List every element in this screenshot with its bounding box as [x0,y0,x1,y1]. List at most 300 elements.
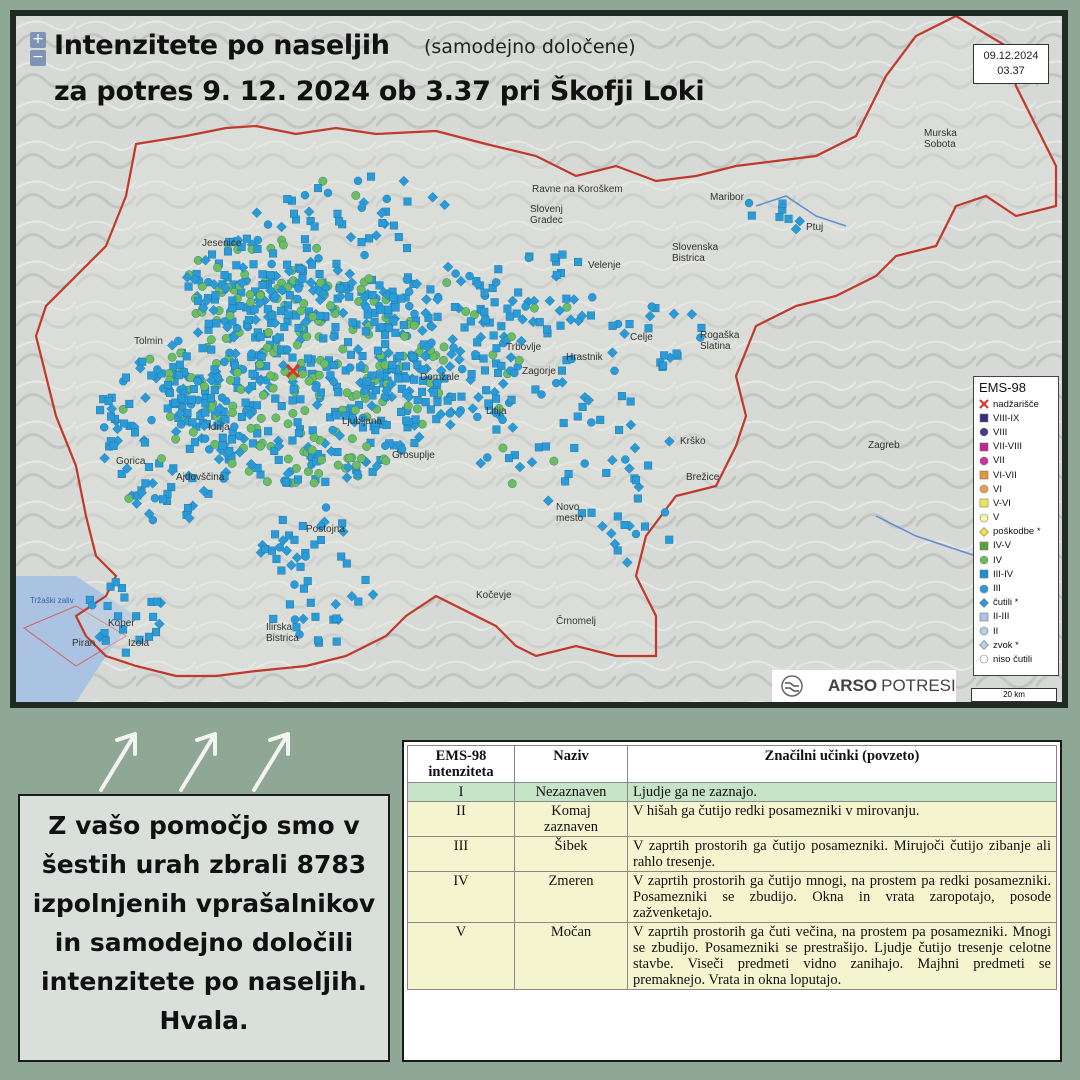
map-title: Intenzitete po naseljih [54,30,390,61]
intensity-iii-point [304,355,312,363]
intensity-iv-point [362,442,370,450]
intensity-iv-point [257,414,265,422]
place-label: Izola [128,638,150,649]
thanks-line: izpolnjenih vprašalnikov [32,889,376,918]
intensity-iv-point [440,343,448,351]
intensity-iii-point [641,523,649,531]
intensity-iii-point [378,323,386,331]
intensity-iii-point [492,278,500,286]
intensity-iii-point [493,426,501,434]
legend-item [979,454,1053,468]
place-label: Domžale [420,372,460,383]
intensity-iii-point [371,318,379,326]
intensity-iv-point [256,291,264,299]
legend-label: V-VI [993,497,1011,509]
intensity-iii-point [347,351,355,359]
legend-label: V [993,512,1000,524]
intensity-iii-point [279,516,287,524]
intensity-iv-point [305,377,313,385]
legend-label: III-IV [993,568,1014,580]
intensity-iii-point [498,322,506,330]
intensity-iii-point [494,265,502,273]
intensity-iii-point [400,321,408,329]
table-row [408,923,1057,990]
intensity-iii-point [177,420,185,428]
intensity-iii-point [259,270,267,278]
legend-item [979,624,1053,638]
intensity-iv-point [222,334,230,342]
intensity-iii-point [376,282,384,290]
thanks-line: šestih urah zbrali 8783 [41,850,367,879]
intensity-iii-point [660,352,668,360]
intensity-iii-point [385,324,393,332]
intensity-iii-point [785,215,793,223]
legend-symbol-icon [979,626,989,636]
intensity-iv-point [317,456,325,464]
intensity-iv-point [310,479,318,487]
intensity-iii-point [320,335,328,343]
intensity-iii-point [218,394,226,402]
intensity-iv-point [256,442,264,450]
intensity-iv-point [303,332,311,340]
intensity-cell: II [408,802,515,837]
legend-item [979,411,1053,425]
intensity-iii-point [219,442,227,450]
legend-symbol-icon [979,640,989,650]
zoom-out-button[interactable]: − [30,50,46,66]
intensity-iii-point [418,388,426,396]
intensity-iii-point [397,408,405,416]
ems98-table [402,740,1062,1062]
legend-label: II [993,625,999,637]
intensity-iii-point [372,386,380,394]
intensity-map[interactable] [16,16,1062,702]
intensity-iii-point [253,401,261,409]
intensity-iii-point [494,369,502,377]
intensity-iv-point [308,446,316,454]
intensity-iii-point [205,320,213,328]
place-label: Murska Sobota [924,128,957,150]
intensity-iii-point [105,397,113,405]
name-cell: Komaj zaznaven [515,802,628,837]
legend-item [979,567,1053,581]
intensity-iii-point [183,353,191,361]
legend-item [979,496,1053,510]
intensity-iii-point [446,409,454,417]
intensity-iii-point [207,394,215,402]
intensity-iii-point [294,418,302,426]
legend-symbol-icon [979,442,989,452]
intensity-iii-point [634,495,642,503]
intensity-iii-point [626,320,634,328]
intensity-iv-point [146,355,154,363]
intensity-iv-point [413,405,421,413]
intensity-iii-point [618,392,626,400]
intensity-iii-point [166,389,174,397]
intensity-iii-point [88,601,96,609]
intensity-iii-point [100,423,108,431]
intensity-iii-point [396,352,404,360]
legend-label: IV-V [993,540,1011,552]
intensity-iii-point [482,386,490,394]
intensity-iii-point [648,303,656,311]
intensity-iii-point [152,628,160,636]
intensity-iii-point [332,323,340,331]
intensity-iii-point [536,318,544,326]
place-label: Postojna [306,524,345,535]
intensity-iii-point [189,419,197,427]
legend-label: poškodbe * [993,526,1041,538]
intensity-iii-point [284,311,292,319]
effects-cell: V zaprtih prostorih ga čutijo posamezniki. Mirujoči čutijo zibanje ali rahlo tresenje. [628,837,1057,872]
intensity-iii-point [343,560,351,568]
place-label: Tolmin [134,336,163,347]
intensity-iv-point [320,360,328,368]
legend-symbol-icon [979,541,989,551]
intensity-iii-point [175,371,183,379]
intensity-iv-point [343,389,351,397]
intensity-iii-point [346,364,354,372]
intensity-iii-point [242,399,250,407]
intensity-iii-point [208,251,216,259]
intensity-iii-point [309,427,317,435]
intensity-iii-point [243,235,251,243]
intensity-iii-point [458,393,466,401]
intensity-iii-point [506,313,514,321]
intensity-iii-point [121,594,129,602]
intensity-iii-point [461,324,469,332]
intensity-iii-point [145,463,153,471]
intensity-iii-point [335,218,343,226]
intensity-iii-point [330,378,338,386]
intensity-iii-point [294,476,302,484]
legend-symbol-icon [979,555,989,565]
intensity-iii-point [498,362,506,370]
intensity-iii-point [483,454,491,462]
intensity-iv-point [352,191,360,199]
intensity-iii-point [403,276,411,284]
intensity-iii-point [289,354,297,362]
intensity-iv-point [309,313,317,321]
intensity-iii-point [312,613,320,621]
intensity-iii-point [311,223,319,231]
intensity-iii-point [614,513,622,521]
intensity-iii-point [499,416,507,424]
intensity-iii-point [371,426,379,434]
legend-symbol-icon [979,569,989,579]
intensity-iii-point [513,310,521,318]
intensity-iii-point [405,288,413,296]
intensity-iii-point [525,254,533,262]
intensity-iii-point [333,260,341,268]
intensity-iii-point [402,375,410,383]
intensity-iii-point [230,423,238,431]
intensity-iii-point [131,429,139,437]
intensity-iii-point [268,260,276,268]
intensity-iii-point [358,204,366,212]
legend-label: niso čutili [993,653,1033,665]
intensity-iii-point [349,319,357,327]
intensity-iii-point [422,398,430,406]
intensity-iii-point [411,439,419,447]
place-label: Piran [72,638,96,649]
intensity-iv-point [200,382,208,390]
intensity-iv-point [293,341,301,349]
intensity-iii-point [491,298,499,306]
intensity-iii-point [344,338,352,346]
intensity-iii-point [505,454,513,462]
legend-item [979,440,1053,454]
intensity-iii-point [587,312,595,320]
place-label: Ajdovščina [176,472,225,483]
intensity-iv-point [284,455,292,463]
intensity-iii-point [271,395,279,403]
intensity-iii-point [221,271,229,279]
intensity-iii-point [609,322,617,330]
intensity-iii-point [159,495,167,503]
intensity-iii-point [409,353,417,361]
intensity-iv-point [310,433,318,441]
intensity-iii-point [301,235,309,243]
intensity-iii-point [563,295,571,303]
intensity-iii-point [363,378,371,386]
intensity-iii-point [434,313,442,321]
intensity-iv-point [315,371,323,379]
intensity-iii-point [337,553,345,561]
intensity-cell: I [408,783,515,802]
intensity-iii-point [112,578,120,586]
effects-cell: V hišah ga čutijo redki posamezniki v mirovanju. [628,802,1057,837]
intensity-iv-point [211,440,219,448]
intensity-iii-point [290,386,298,394]
intensity-iii-point [289,437,297,445]
intensity-iii-point [395,233,403,241]
legend-symbol-icon [979,513,989,523]
intensity-iii-point [303,244,311,252]
intensity-iii-point [481,289,489,297]
intensity-iii-point [249,440,257,448]
intensity-iv-point [326,301,334,309]
intensity-iv-point [499,444,507,452]
legend-label: čutili * [993,597,1019,609]
legend-symbol-icon [979,598,989,608]
intensity-iii-point [107,413,115,421]
intensity-iii-point [451,303,459,311]
place-label: Trbovlje [506,342,542,353]
thanks-line: intenzitete po naseljih. [41,967,367,996]
intensity-iii-point [551,254,559,262]
intensity-iii-point [359,352,367,360]
intensity-iv-point [508,479,516,487]
intensity-iv-point [125,494,133,502]
place-label: Kočevje [476,590,512,601]
place-label: Litija [486,406,507,417]
intensity-iii-point [427,406,435,414]
intensity-iii-point [147,372,155,380]
intensity-iii-point [164,381,172,389]
legend-symbol-icon [979,470,989,480]
intensity-iii-point [286,601,294,609]
intensity-iv-point [334,461,342,469]
intensity-iii-point [302,553,310,561]
intensity-iii-point [185,283,193,291]
intensity-iv-point [312,244,320,252]
intensity-iii-point [277,307,285,315]
intensity-iii-point [389,294,397,302]
intensity-iii-point [199,344,207,352]
intensity-iii-point [621,456,629,464]
intensity-iii-point [490,332,498,340]
intensity-iii-point [632,530,640,538]
intensity-iii-point [254,245,262,253]
place-label: Ljubljana [342,416,383,427]
thank-you-note [18,794,390,1062]
intensity-iii-point [360,387,368,395]
intensity-iii-point [504,305,512,313]
intensity-iii-point [211,366,219,374]
intensity-iii-point [167,483,175,491]
legend-symbol-icon [979,456,989,466]
legend-title: EMS-98 [979,380,1026,395]
intensity-iii-point [184,504,192,512]
intensity-iii-point [661,508,669,516]
intensity-iii-point [355,598,363,606]
intensity-iv-point [264,328,272,336]
intensity-iii-point [142,480,150,488]
intensity-iii-point [779,200,787,208]
intensity-iii-point [102,637,110,645]
table-row [408,802,1057,837]
intensity-iii-point [565,470,573,478]
intensity-iii-point [213,320,221,328]
scale-bar: 20 km [971,688,1057,702]
intensity-iii-point [434,398,442,406]
intensity-iii-point [316,270,324,278]
place-label: Velenje [588,260,621,271]
intensity-iii-point [314,637,322,645]
intensity-iv-point [357,454,365,462]
intensity-iv-point [246,290,254,298]
intensity-iii-point [220,358,228,366]
brand-name: ARSO [828,676,878,695]
intensity-iii-point [522,303,530,311]
intensity-iii-point [226,349,234,357]
intensity-iii-point [369,291,377,299]
intensity-iii-point [364,311,372,319]
intensity-iii-point [665,536,673,544]
place-label: Rogaška Slatina [700,330,740,352]
intensity-iii-point [561,478,569,486]
intensity-iii-point [450,344,458,352]
legend-label: VI [993,483,1002,495]
place-label: Zagorje [522,366,556,377]
zoom-in-button[interactable]: + [30,32,46,48]
intensity-iii-point [278,567,286,575]
effects-cell: V zaprtih prostorih ga čutijo mnogi, na prostem pa redki posamezniki. Posamezniki se zbudijo. Okna in vrata zaropotajo, posode zažvenketajo. [628,872,1057,923]
intensity-iii-point [312,384,320,392]
intensity-iv-point [266,372,274,380]
intensity-iii-point [379,219,387,227]
intensity-iv-point [292,464,300,472]
intensity-iii-point [264,427,272,435]
intensity-iii-point [273,555,281,563]
arso-logo [772,670,956,702]
intensity-iii-point [333,615,341,623]
intensity-iii-point [412,416,420,424]
intensity-iii-point [481,367,489,375]
legend-item [979,397,1053,411]
intensity-iii-point [238,413,246,421]
col-header-name: Naziv [515,746,628,783]
legend-symbol-icon [979,484,989,494]
intensity-iii-point [358,238,366,246]
place-label: Jesenice [202,238,242,249]
intensity-iv-point [410,321,418,329]
intensity-iii-point [402,417,410,425]
intensity-iii-point [264,221,272,229]
intensity-iii-point [299,275,307,283]
intensity-iv-point [213,264,221,272]
table-row [408,837,1057,872]
intensity-iii-point [392,304,400,312]
intensity-iii-point [194,297,202,305]
intensity-iv-point [289,409,297,417]
intensity-iii-point [410,376,418,384]
intensity-iii-point [149,516,157,524]
intensity-iv-point [226,312,234,320]
intensity-iii-point [278,402,286,410]
legend-symbol-icon [979,527,989,537]
intensity-iv-point [189,428,197,436]
intensity-iii-point [334,210,342,218]
intensity-iii-point [271,531,279,539]
intensity-iii-point [615,426,623,434]
map-subtitle: za potres 9. 12. 2024 ob 3.37 pri Škofji Loki [54,76,705,107]
legend-label: IV [993,554,1002,566]
legend-label: VII-VIII [993,441,1023,453]
intensity-iii-point [596,416,604,424]
intensity-iii-point [645,324,653,332]
intensity-iii-point [153,598,161,606]
intensity-iii-point [627,398,635,406]
intensity-iii-point [345,293,353,301]
legend-item [979,539,1053,553]
intensity-iii-point [324,189,332,197]
thanks-line: in samodejno določili [54,928,354,957]
legend-item [979,596,1053,610]
intensity-iii-point [250,260,258,268]
intensity-iii-point [322,503,330,511]
intensity-iii-point [390,222,398,230]
intensity-iii-point [257,333,265,341]
intensity-iii-point [289,397,297,405]
intensity-iii-point [228,304,236,312]
place-label: Celje [630,332,653,343]
intensity-iii-point [141,439,149,447]
arrow-up-icon [248,726,296,796]
intensity-iii-point [295,429,303,437]
intensity-iii-point [228,436,236,444]
intensity-iv-point [507,333,515,341]
intensity-iii-point [295,324,303,332]
intensity-iii-point [574,413,582,421]
legend-symbol-icon [979,498,989,508]
legend-label: nadžarišče [993,398,1039,410]
intensity-iii-point [414,396,422,404]
intensity-iv-point [301,406,309,414]
intensity-iii-point [644,462,652,470]
intensity-iii-point [610,367,618,375]
